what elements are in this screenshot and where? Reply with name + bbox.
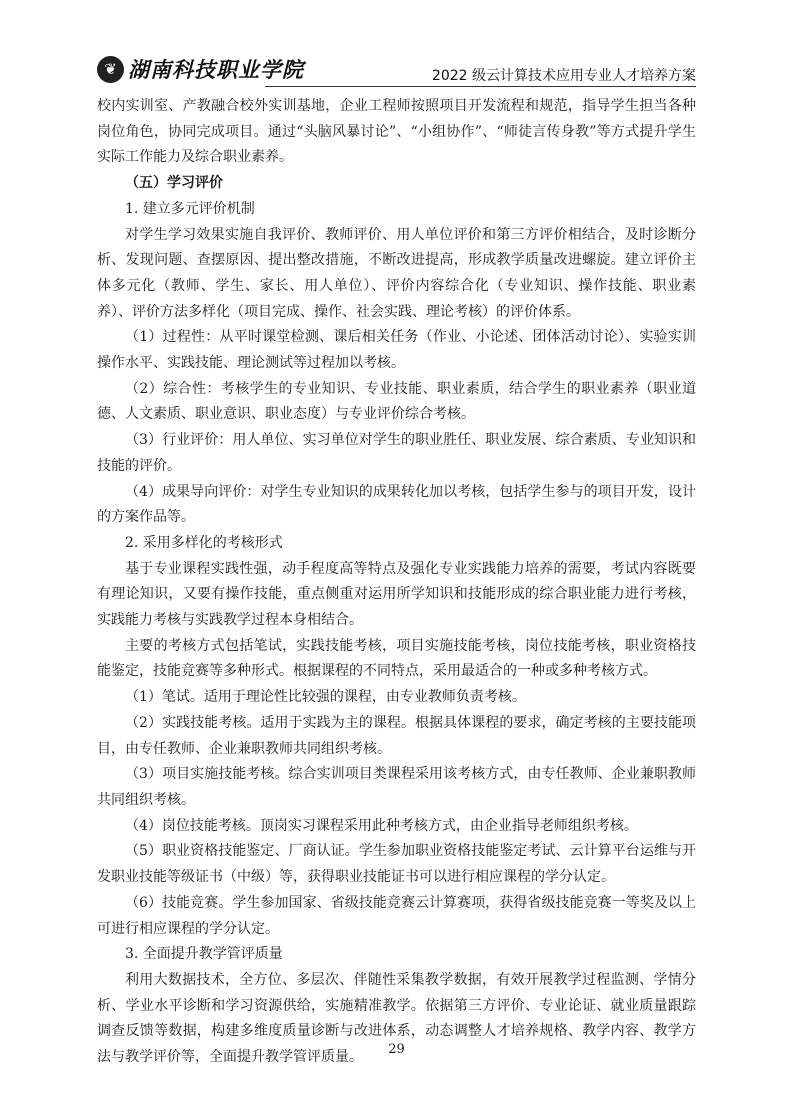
school-name: 湖南科技职业学院 [128, 57, 304, 82]
header-divider [265, 86, 696, 87]
list-item: （4）岗位技能考核。顶岗实习课程采用此种考核方式，由企业指导老师组织考核。 [125, 817, 638, 834]
list-item: （1）笔试。适用于理论性比较强的课程，由专业教师负责考核。 [125, 689, 526, 706]
subsection-title: 1. 建立多元评价机制 [125, 200, 255, 217]
document-title: 2022 级云计算技术应用专业人才培养方案 [431, 68, 696, 84]
school-seal-icon: ❦ [97, 56, 124, 83]
list-item: （2）综合性：考核学生的专业知识、专业技能、职业素质，结合学生的职业素养（职业道德、人文素质、职业意识、职业态度）与专业评价综合考核。 [97, 380, 696, 423]
subsection-title: 2. 采用多样化的考核形式 [125, 534, 283, 551]
page-body [97, 94, 696, 1071]
subsection-title: 3. 全面提升教学管评质量 [125, 946, 283, 963]
list-item: （4）成果导向评价：对学生专业知识的成果转化加以考核，包括学生参与的项目开发，设计的方案作品等。 [97, 483, 696, 526]
paragraph: 对学生学习效果实施自我评价、教师评价、用人单位评价和第三方评价相结合，及时诊断分析、发现问题、查摆原因、提出整改措施，不断改进提高，形成教学质量改进螺旋。建立评价主体多元化（教师、学生、家长、用人单位）、评价内容综合化（专业知识、操作技能、职业素养）、评价方法多样化（项目完成、操作、社会实践、理论考核）的评价体系。 [97, 226, 696, 320]
list-item: （1）过程性：从平时课堂检测、课后相关任务（作业、小论述、团体活动讨论）、实验实训操作水平、实践技能、理论测试等过程加以考核。 [97, 329, 696, 372]
list-item: （3）行业评价：用人单位、实习单位对学生的职业胜任、职业发展、综合素质、专业知识和技能的评价。 [97, 432, 696, 474]
paragraph: 主要的考核方式包括笔试，实践技能考核，项目实施技能考核，岗位技能考核，职业资格技能鉴定，技能竞赛等多种形式。根据课程的不同特点，采用最适合的一种或多种考核方式。 [97, 637, 696, 680]
page-number: 29 [388, 1042, 405, 1057]
list-item: （2）实践技能考核。适用于实践为主的课程。根据具体课程的要求，确定考核的主要技能项目，由专任教师、企业兼职教师共同组织考核。 [97, 714, 696, 757]
paragraph: 利用大数据技术，全方位、多层次、伴随性采集教学数据，有效开展教学过程监测、学情分析、学业水平诊断和学习资源供给，实施精准教学。依据第三方评价、专业论证、就业质量跟踪调查反馈等数据，构建多维度质量诊断与改进体系，动态调整人才培养规格、教学内容、教学方法与教学评价等，全面提升教学管评质量。 [97, 971, 696, 1066]
list-item: （5）职业资格技能鉴定、厂商认证。学生参加职业资格技能鉴定考试、云计算平台运维与开发职业技能等级证书（中级）等，获得职业技能证书可以进行相应课程的学分认定。 [97, 843, 696, 886]
section-heading: （五）学习评价 [125, 175, 223, 192]
list-item: （6）技能竞赛。学生参加国家、省级技能竞赛云计算赛项，获得省级技能竞赛一等奖及以上可进行相应课程的学分认定。 [97, 894, 696, 937]
list-item: （3）项目实施技能考核。综合实训项目类课程采用该考核方式，由专任教师、企业兼职教师共同组织考核。 [97, 766, 696, 808]
page-header [97, 52, 696, 86]
paragraph: 基于专业课程实践性强，动手程度高等特点及强化专业实践能力培养的需要，考试内容既要有理论知识，又要有操作技能，重点侧重对运用所学知识和技能形成的综合职业能力进行考核，实践能力考核与实践教学过程本身相结合。 [97, 560, 696, 629]
intro-paragraph: 校内实训室、产教融合校外实训基地，企业工程师按照项目开发流程和规范，指导学生担当各种岗位角色，协同完成项目。通过“头脑风暴讨论”、“小组协作”、“师徒言传身教”等方式提升学生实际工作能力及综合职业素养。 [97, 98, 696, 166]
school-logo [97, 52, 304, 86]
